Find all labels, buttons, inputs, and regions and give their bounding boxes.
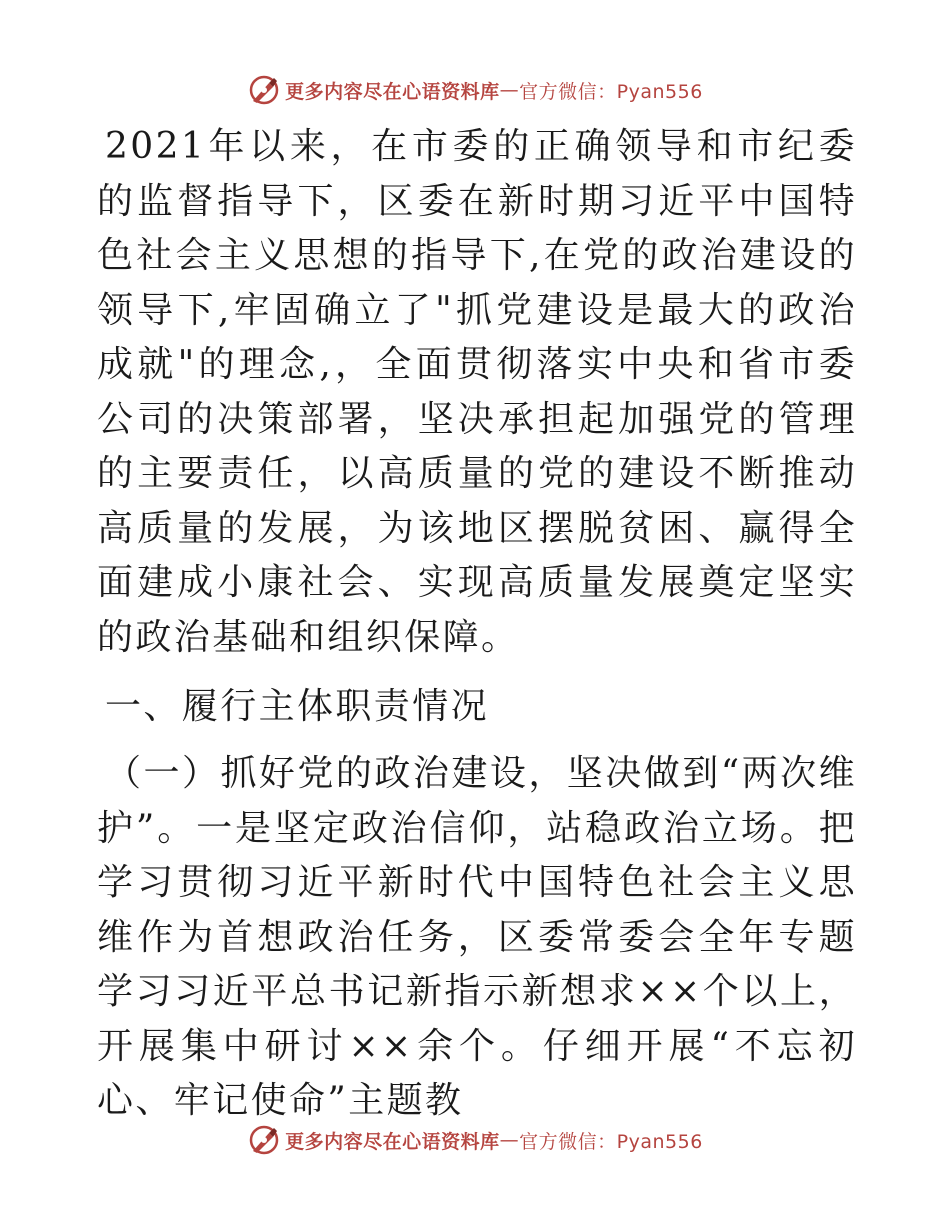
document-body bbox=[97, 120, 857, 1129]
intro-paragraph: 2021年以来，在市委的正确领导和市纪委的监督指导下，区委在新时期习近平中国特色社会主义思想的指导下,在党的政治建设的领导下,牢固确立了"抓党建设是最大的政治成就"的理念,，全面贯彻落实中央和省市委公司的决策部署，坚决承担起加强党的管理的主要责任，以高质量的党的建设不断推动高质量的发展，为该地区摆脱贫困、赢得全面建成小康社会、实现高质量发展奠定坚实的政治基础和组织保障。 bbox=[97, 126, 857, 658]
banner-wechat-text: 官方微信：Pyan556 bbox=[519, 1130, 703, 1153]
banner-dash: — bbox=[499, 79, 520, 101]
header-banner bbox=[0, 70, 950, 110]
pen-logo-icon bbox=[247, 73, 281, 107]
banner-dash: — bbox=[499, 1129, 520, 1151]
pen-logo-icon bbox=[247, 1123, 281, 1157]
banner-brand-text: 更多内容尽在心语资料库 bbox=[285, 1130, 500, 1153]
subsection-paragraph: （一）抓好党的政治建设，坚决做到“两次维护”。一是坚定政治信仰，站稳政治立场。把学习贯彻习近平新时代中国特色社会主义思维作为首想政治任务，区委常委会全年专题学习习近平总书记新指示新想求××个以上，开展集中研讨××余个。仔细开展“不忘初心、牢记使命”主题教 bbox=[97, 753, 857, 1121]
banner-brand-text: 更多内容尽在心语资料库 bbox=[285, 80, 500, 103]
section-heading: 一、履行主体职责情况 bbox=[105, 686, 490, 727]
footer-banner bbox=[0, 1120, 950, 1160]
banner-wechat-text: 官方微信：Pyan556 bbox=[519, 80, 703, 103]
